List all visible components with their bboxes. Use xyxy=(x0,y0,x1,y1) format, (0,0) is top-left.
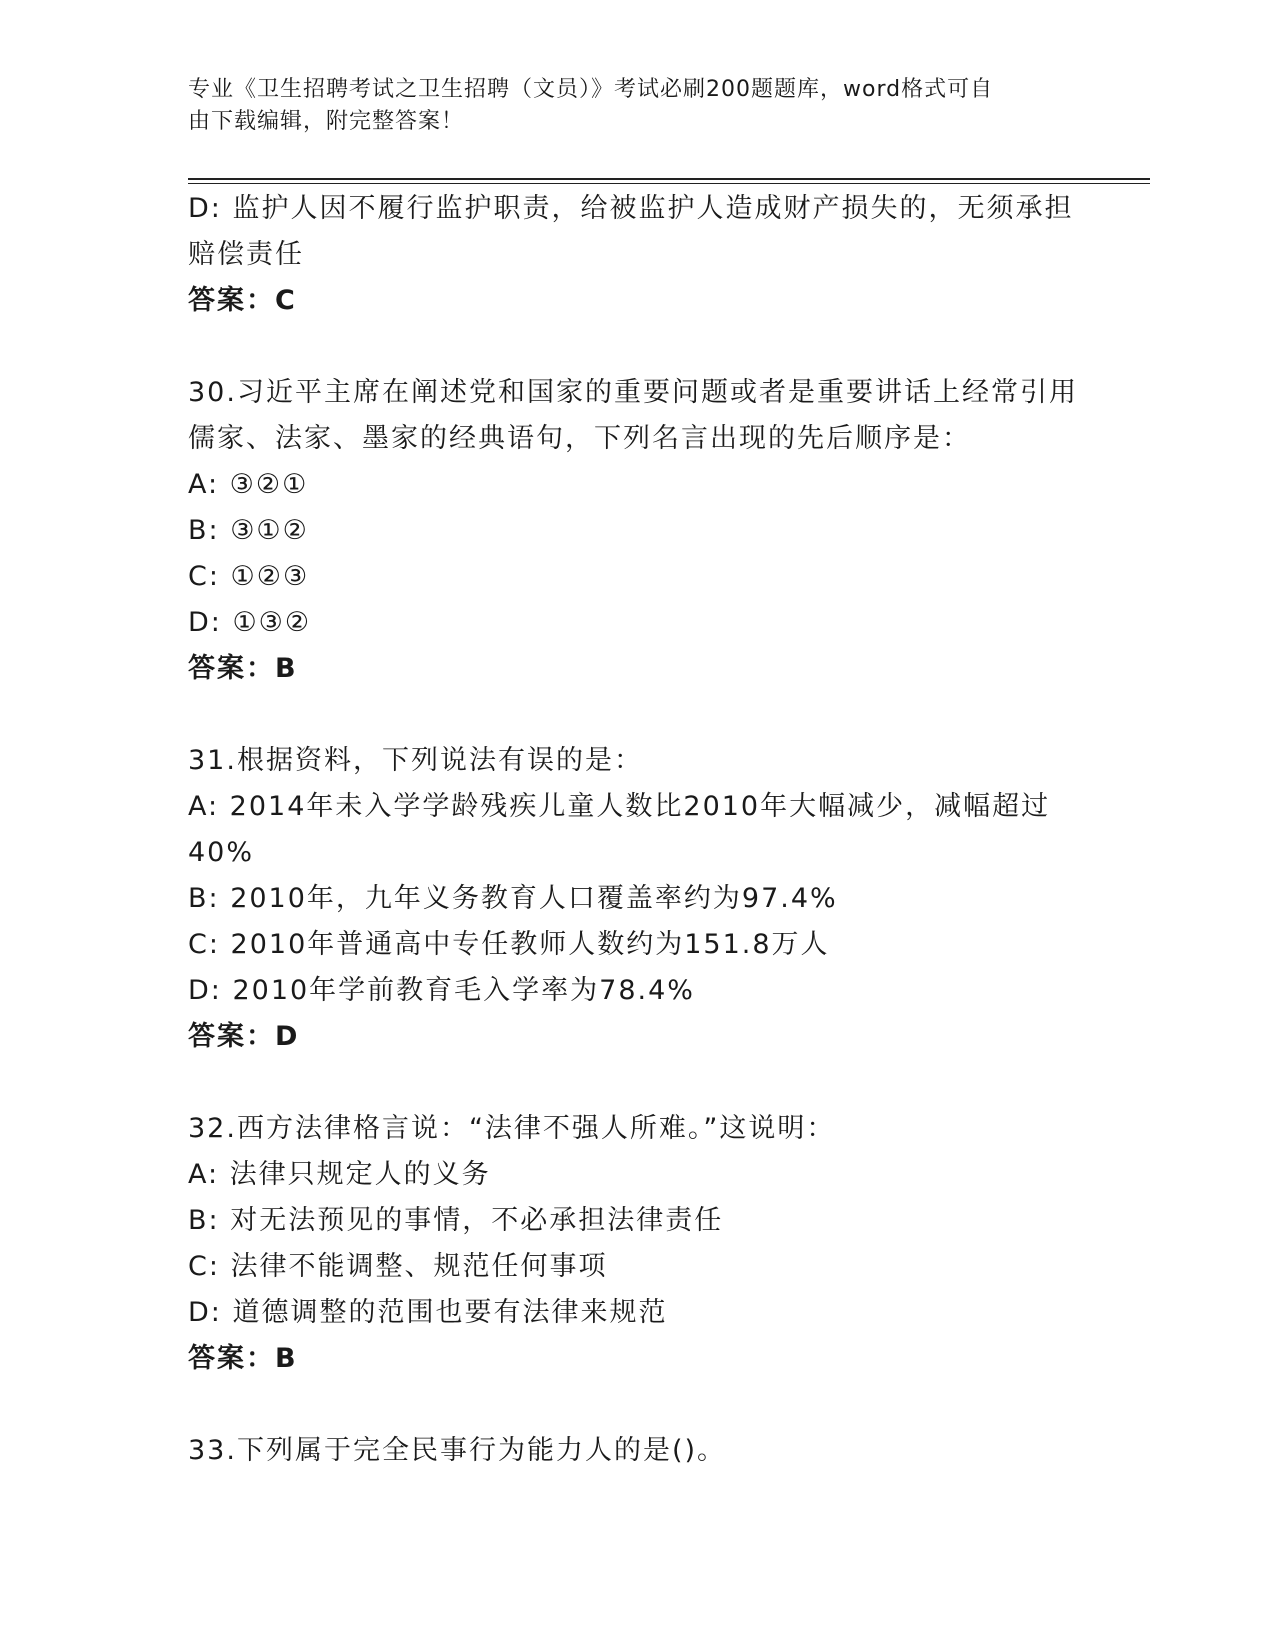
text-line: 31.根据资料，下列说法有误的是： xyxy=(188,745,643,776)
text-line: 30.习近平主席在阐述党和国家的重要问题或者是重要讲话上经常引用 xyxy=(188,377,1078,408)
text-line: B: ③①② xyxy=(188,515,309,546)
text-line: B: 对无法预见的事情，不必承担法律责任 xyxy=(188,1205,724,1236)
text-line: C: 2010年普通高中专任教师人数约为151.8万人 xyxy=(188,929,830,960)
header-line-1: 专业《卫生招聘考试之卫生招聘（文员）》考试必刷200题题库，word格式可自 xyxy=(188,77,994,102)
text-line: D: 道德调整的范围也要有法律来规范 xyxy=(188,1297,668,1328)
text-line: C: ①②③ xyxy=(188,561,310,592)
text-line: B: 2010年，九年义务教育人口覆盖率约为97.4% xyxy=(188,883,838,914)
answer-line: 答案：B xyxy=(188,1343,298,1374)
question-content xyxy=(188,186,1088,1474)
block-spacer xyxy=(188,324,1088,370)
answer-line: 答案：C xyxy=(188,285,297,316)
text-line: A: 2014年未入学学龄残疾儿童人数比2010年大幅减少，减幅超过 xyxy=(188,791,1051,822)
text-line: A: ③②① xyxy=(188,469,309,500)
header-divider-thin xyxy=(188,183,1150,184)
text-line: A: 法律只规定人的义务 xyxy=(188,1159,491,1190)
block-spacer xyxy=(188,692,1088,738)
answer-line: 答案：B xyxy=(188,653,298,684)
text-line: D: ①③② xyxy=(188,607,312,638)
text-line: C: 法律不能调整、规范任何事项 xyxy=(188,1251,608,1282)
text-line: 赔偿责任 xyxy=(188,239,304,270)
document-header xyxy=(188,74,1068,138)
text-line: 40% xyxy=(188,837,255,868)
text-line: 32.西方法律格言说：“法律不强人所难。”这说明： xyxy=(188,1113,836,1144)
text-line: 儒家、法家、墨家的经典语句，下列名言出现的先后顺序是： xyxy=(188,423,971,454)
header-line-2: 由下载编辑，附完整答案！ xyxy=(188,109,465,134)
block-spacer xyxy=(188,1382,1088,1428)
text-line: D: 2010年学前教育毛入学率为78.4% xyxy=(188,975,695,1006)
header-divider-thick xyxy=(188,178,1150,180)
text-line: 33.下列属于完全民事行为能力人的是()。 xyxy=(188,1435,727,1466)
block-spacer xyxy=(188,1060,1088,1106)
answer-line: 答案：D xyxy=(188,1021,300,1052)
text-line: D: 监护人因不履行监护职责，给被监护人造成财产损失的，无须承担 xyxy=(188,193,1074,224)
